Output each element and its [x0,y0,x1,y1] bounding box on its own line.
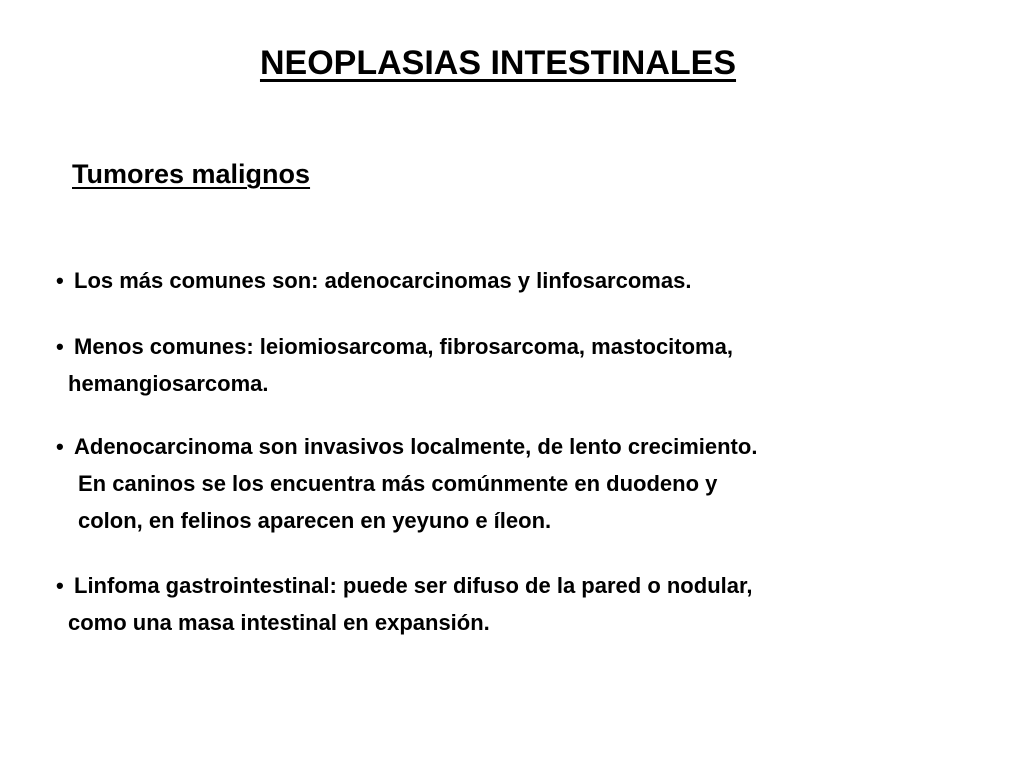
bullet-line [56,262,691,299]
bullet-line-continuation: En caninos se los encuentra más comúnmente en duodeno y [78,471,718,496]
bullet-item-gastrointestinal-lymphoma [56,567,752,641]
bullet-text: Menos comunes: leiomiosarcoma, fibrosarcoma, mastocitoma, [74,334,733,359]
slide-subtitle: Tumores malignos [72,159,311,189]
bullet-item-common-tumors [56,262,691,299]
bullet-line [56,567,752,604]
bullet-icon: • [56,573,64,598]
slide-title: NEOPLASIAS INTESTINALES [259,44,737,82]
bullet-icon: • [56,268,64,293]
bullet-text: Los más comunes son: adenocarcinomas y linfosarcomas. [74,268,692,293]
bullet-icon: • [56,334,64,359]
bullet-line-continuation: colon, en felinos aparecen en yeyuno e íleon. [78,508,552,533]
bullet-item-less-common-tumors [56,328,733,402]
bullet-item-adenocarcinoma [56,428,757,539]
bullet-line [56,328,733,365]
bullet-line-continuation: como una masa intestinal en expansión. [68,610,490,635]
bullet-line [56,428,757,465]
bullet-text: Adenocarcinoma son invasivos localmente, de lento crecimiento. [74,434,758,459]
bullet-icon: • [56,434,64,459]
bullet-text: Linfoma gastrointestinal: puede ser difuso de la pared o nodular, [74,573,753,598]
bullet-line-continuation: hemangiosarcoma. [68,371,269,396]
